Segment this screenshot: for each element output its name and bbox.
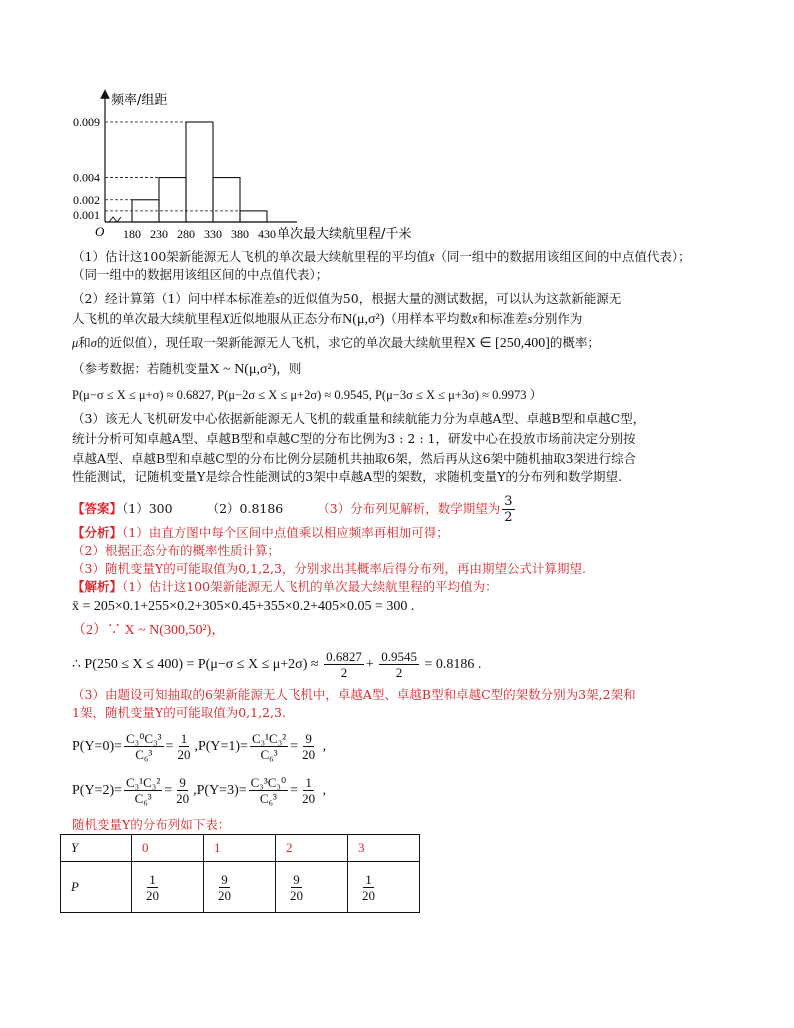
solution-1: 【解析】（1）估计这100架新能源无人飞机的单次最大续航里程的平均值为： <box>72 579 498 594</box>
question-1-cont: （同一组中的数据用该组区间的中点值代表）； <box>72 267 329 282</box>
y-tick-label: 0.001 <box>73 207 100 222</box>
y-tick-label: 0.009 <box>73 115 100 130</box>
table-cell: $\frac{9}{20}$ <box>204 862 276 913</box>
question-3-line1: （3）该无人飞机研发中心依据新能源无人飞机的载重量和续航能力分为卓越A型、卓越B型和卓越C型， <box>72 411 646 426</box>
prob-line-2: P(Y=2)= $\frac{\text{C₃¹C₃²}}{\text{C₆³}}$ = $\frac{9}{20}$ ,P(Y=3)= $\frac{\text{C₃³C₃⁰}}{\text{C₆³}}$ = $\frac{1}{20}$ , <box>72 775 327 807</box>
reference-formula: P(μ−σ ≤ X ≤ μ+σ) ≈ 0.6827, P(μ−2σ ≤ X ≤ μ+2σ) ≈ 0.9545, P(μ−3σ ≤ X ≤ μ+3σ) ≈ 0.9973 ） <box>72 388 543 402</box>
prob-line-1: P(Y=0)= $\frac{\text{C₃⁰C₃³}}{\text{C₆³}}$ = $\frac{1}{20}$ ,P(Y=1)= $\frac{\text{C₃¹C₃²}}{\text{C₆³}}$ = $\frac{9}{20}$ , <box>72 731 327 763</box>
table-row <box>61 862 420 913</box>
analysis-1: 【分析】（1）由直方图中每个区间中点值乘以相应频率再相加可得； <box>72 525 449 540</box>
analysis-3: （3）随机变量Y的可能取值为0,1,2,3，分别求出其概率后得分布列，再由期望公式计算期望. <box>72 561 586 576</box>
x-tick-label: 230 <box>150 227 168 241</box>
solution-1-formula: x̄ = 205×0.1+255×0.2+305×0.45+355×0.2+405×0.05 = 300 . <box>72 599 415 614</box>
y-axis-label: 频率/组距 <box>111 93 168 108</box>
solution-2-formula: ∴ P(250 ≤ X ≤ 400) = P(μ−σ ≤ X ≤ μ+2σ) ≈ $\frac{0.6827}{2}$ + $\frac{0.9545}{2}$ = 0.8186 . <box>72 649 482 681</box>
y-tick-label: 0.002 <box>73 192 100 207</box>
y-tick-label: 0.004 <box>73 170 100 185</box>
histogram-bar <box>240 211 267 222</box>
table-row <box>61 835 420 862</box>
table-cell: 1 <box>204 835 276 862</box>
table-cell: $\frac{9}{20}$ <box>276 862 348 913</box>
question-3-line4: 性能测试，记随机变量Y是综合性能测试的3架中卓越A型的架数，求随机变量Y的分布列和数学期望. <box>72 469 622 484</box>
x-tick-label: 380 <box>231 227 249 241</box>
xbar-symbol: x̄ <box>428 250 435 264</box>
analysis-2: （2）根据正态分布的概率性质计算； <box>72 543 280 558</box>
x-tick-label: 180 <box>123 227 141 241</box>
question-2-line2: 人飞机的单次最大续航里程X近似地服从正态分布N(μ,σ²)（用样本平均数x̄和标准差s分别作为 <box>72 311 583 327</box>
solution-2: （2）∵ X ~ N(300,50²)， <box>72 623 226 638</box>
question-2-line3: μ和σ的近似值），现任取一架新能源无人飞机，求它的单次最大续航里程X ∈ [250,400]的概率； <box>72 335 600 351</box>
table-header-p: P <box>61 862 132 913</box>
question-3-line2: 统计分析可知卓越A型、卓越B型和卓越C型的分布比例为3 : 2 : 1，研发中心在投放市场前决定分别按 <box>72 431 636 446</box>
table-cell: 0 <box>132 835 204 862</box>
histogram-bar <box>213 178 240 222</box>
distribution-table <box>60 834 420 913</box>
table-cell: 3 <box>348 835 420 862</box>
histogram-bar <box>159 178 186 222</box>
x-tick-label: 430 <box>258 227 276 241</box>
table-caption: 随机变量Y的分布列如下表： <box>72 817 231 832</box>
solution-3-line2: 1架，随机变量Y的可能取值为0,1,2,3. <box>72 705 286 720</box>
table-cell: $\frac{1}{20}$ <box>132 862 204 913</box>
table-header-y: Y <box>61 835 132 862</box>
solution-3-line1: （3）由题设可知抽取的6架新能源无人飞机中，卓越A型、卓越B型和卓越C型的架数分别为3架,2架和 <box>72 687 636 702</box>
question-2: （2）经计算第（1）问中样本标准差s的近似值为50，根据大量的测试数据，可以认为这款新能源无 <box>72 291 622 306</box>
x-axis-label: 单次最大续航里程/千米 <box>277 227 412 242</box>
question-3-line3: 卓越A型、卓越B型和卓越C型的分布比例分层随机共抽取6架，然后再从这6架中随机抽取3架进行综合 <box>72 451 637 466</box>
answer: 【答案】（1）300 （2）0.8186 （3）分布列见解析，数学期望为 $\frac{3}{2}$ <box>72 494 513 525</box>
table-cell: 2 <box>276 835 348 862</box>
question-1: （1）估计这100架新能源无人飞机的单次最大续航里程的平均值x̄（同一组中的数据用该组区间的中点值代表）； <box>72 249 691 264</box>
table-cell: $\frac{1}{20}$ <box>348 862 420 913</box>
axis-break <box>109 217 121 222</box>
reference-data: （参考数据：若随机变量X ~ N(μ,σ²)，则 <box>72 361 302 377</box>
histogram-bar <box>186 122 213 222</box>
x-tick-label: 280 <box>177 227 195 241</box>
origin-label: O <box>95 224 105 239</box>
frequency-histogram <box>60 88 460 248</box>
x-tick-label: 330 <box>204 227 222 241</box>
